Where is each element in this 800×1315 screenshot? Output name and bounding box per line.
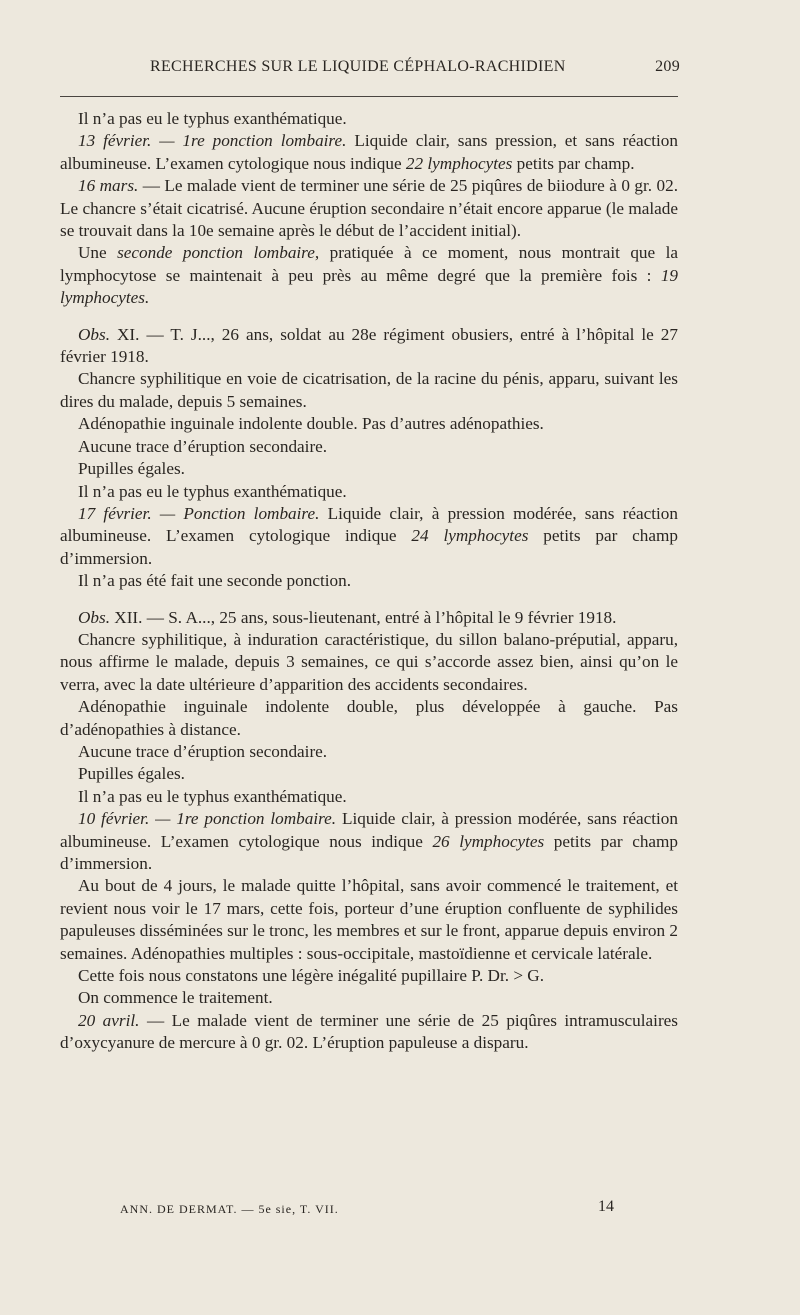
text-segment: petits par champ. <box>512 153 635 173</box>
page-number: 209 <box>655 58 680 75</box>
text-segment: On commence le traitement. <box>78 988 273 1008</box>
text-segment: Chancre syphilitique, à induration caractéristique, du sillon balano-préputial, apparu, nous affirme le malade, depuis 3 semaines, ce qui s’accorde assez bien, ainsi qu’on le verra, avec la date ultérieure d’apparition des accidents secondaires. <box>60 629 678 694</box>
text-segment: XI. — T. J..., 26 ans, soldat au 28e régiment obusiers, entré à l’hôpital le 27 février 1918. <box>60 324 678 367</box>
italic-segment: 16 mars. <box>78 176 139 196</box>
paragraph <box>60 763 678 785</box>
italic-segment: Obs. <box>78 324 110 344</box>
paragraph <box>60 413 678 435</box>
paragraph <box>60 629 678 696</box>
paragraph <box>60 965 678 987</box>
text-segment: Il n’a pas eu le typhus exanthématique. <box>78 109 347 128</box>
text-segment: Chancre syphilitique en voie de cicatrisation, de la racine du pénis, apparu, suivant les dires du malade, depuis 5 semaines. <box>60 369 678 411</box>
text-segment: petits par champ d’immersion. <box>60 526 678 568</box>
paragraph <box>60 875 678 965</box>
paragraph <box>60 987 678 1009</box>
paragraph <box>60 458 678 480</box>
text-segment: Aucune trace d’éruption secondaire. <box>78 741 328 761</box>
body-text <box>60 108 678 1055</box>
page-footer <box>120 1198 620 1222</box>
paragraph <box>60 786 678 808</box>
text-segment: Aucune trace d’éruption secondaire. <box>78 436 328 456</box>
paragraph <box>60 108 678 130</box>
paragraph <box>60 175 678 242</box>
text-segment: Adénopathie inguinale indolente double. Pas d’autres adénopathies. <box>78 414 544 434</box>
paragraph <box>60 607 678 629</box>
paragraph <box>60 368 678 413</box>
text-segment: Liquide clair, sans pression, et sans réaction albumineuse. L’examen cytologique nous indique <box>60 131 678 173</box>
text-segment: Une <box>78 243 118 263</box>
italic-segment: 19 lymphocytes. <box>60 265 678 308</box>
text-segment: Liquide clair, à pression modérée, sans réaction albumineuse. L’examen cytologique indique <box>60 503 678 546</box>
text-segment: Adénopathie inguinale indolente double, plus développée à gauche. Pas d’adénopathies à distance. <box>60 697 678 739</box>
paragraph <box>60 1010 678 1055</box>
italic-segment: seconde ponction lombaire <box>117 243 315 263</box>
text-segment: XII. — S. A..., 25 ans, sous-lieutenant, entré à l’hôpital le 9 février 1918. <box>110 607 617 627</box>
signature-mark: 14 <box>598 1198 614 1215</box>
running-title: RECHERCHES SUR LE LIQUIDE CÉPHALO-RACHIDIEN <box>150 58 566 75</box>
text-segment: — Le malade vient de terminer une série de 25 piqûres de biiodure à 0 gr. 02. Le chancre s’était cicatrisé. Aucune éruption secondaire n’était encore apparue (le malade se trouvait dans la 10e semaine après le début de l’accident initial). <box>60 176 678 241</box>
text-segment: Il n’a pas été fait une seconde ponction. <box>78 571 351 591</box>
text-segment: , pratiquée à ce moment, nous montrait que la lymphocytose se maintenait à peu près au même degré que la première fois : <box>60 243 678 285</box>
paragraph <box>60 242 678 309</box>
paragraph <box>60 481 678 503</box>
paragraph <box>60 741 678 763</box>
page-header <box>60 58 680 84</box>
text-segment: Il n’a pas eu le typhus exanthématique. <box>78 481 347 501</box>
text-segment: Liquide clair, à pression modérée, sans réaction albumineuse. L’examen cytologique nous indique <box>60 809 678 851</box>
text-segment: Pupilles égales. <box>78 459 185 479</box>
text-segment: Pupilles égales. <box>78 764 185 784</box>
paragraph <box>60 130 678 175</box>
journal-reference: ANN. DE DERMAT. — 5e sie, T. VII. <box>120 1202 339 1216</box>
paragraph <box>60 570 678 592</box>
text-segment: Au bout de 4 jours, le malade quitte l’hôpital, sans avoir commencé le traitement, et revient nous voir le 17 mars, cette fois, porteur d’une éruption confluente de syphilides papuleuses disséminées sur le tronc, les membres et sur le front, apparue depuis environ 2 semaines. Adénopathies multiples : sous-occipitale, mastoïdienne et cervicale latérale. <box>60 876 678 963</box>
text-segment: — Le malade vient de terminer une série de 25 piqûres intramusculaires d’oxycyanure de mercure à 0 gr. 02. L’éruption papuleuse a disparu. <box>60 1010 678 1053</box>
italic-segment: Obs. <box>78 607 110 627</box>
header-rule <box>60 96 678 97</box>
italic-segment: 10 février. — 1re ponction lombaire. <box>78 809 337 829</box>
paragraph <box>60 808 678 875</box>
italic-segment: 22 lymphocytes <box>405 153 513 173</box>
paragraph <box>60 436 678 458</box>
paragraph <box>60 324 678 369</box>
paragraph <box>60 503 678 570</box>
paragraph <box>60 696 678 741</box>
italic-segment: 13 février. — 1re ponction lombaire. <box>78 131 347 151</box>
text-segment: Cette fois nous constatons une légère inégalité pupillaire P. Dr. > G. <box>78 966 545 986</box>
italic-segment: 26 lymphocytes <box>432 831 545 851</box>
text-segment: Il n’a pas eu le typhus exanthématique. <box>78 786 347 806</box>
italic-segment: 24 lymphocytes <box>411 526 529 546</box>
italic-segment: 20 avril. <box>78 1010 140 1030</box>
italic-segment: 17 février. — Ponction lombaire. <box>78 503 320 523</box>
text-segment: petits par champ d’immersion. <box>60 831 679 873</box>
